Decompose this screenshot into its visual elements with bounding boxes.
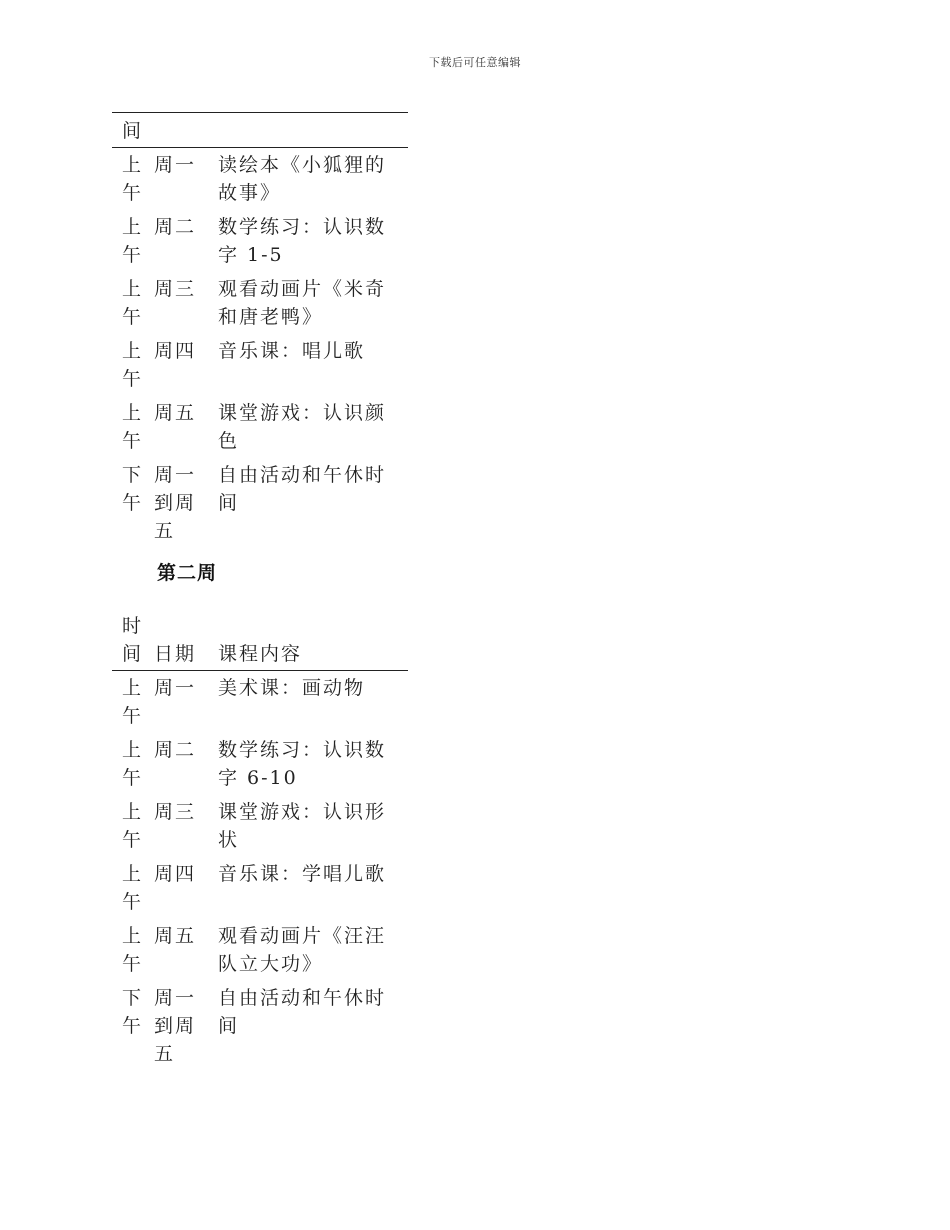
date-cell: 周三 — [154, 278, 197, 300]
time-cell: 下午 — [122, 987, 144, 1037]
content-cell: 观看动画片《米奇和唐老鸭》 — [218, 278, 387, 328]
table-row — [112, 981, 408, 1071]
content-cell: 数学练习：认识数字 1-5 — [218, 216, 387, 266]
date-cell: 周三 — [154, 801, 197, 823]
time-cell: 上午 — [122, 216, 144, 266]
week2-header-date: 日期 — [152, 612, 218, 671]
week2-heading: 第二周 — [157, 562, 218, 584]
time-cell: 上午 — [122, 340, 144, 390]
table-row — [112, 919, 408, 981]
week1-header-row — [112, 113, 408, 148]
table-row — [112, 272, 408, 334]
date-cell: 周一 — [154, 154, 197, 176]
content-cell: 课堂游戏：认识形状 — [218, 801, 387, 851]
time-cell: 上午 — [122, 863, 144, 913]
table-row — [112, 458, 408, 548]
week2-header-content: 课程内容 — [218, 612, 408, 671]
time-cell: 下午 — [122, 464, 144, 514]
week2-table-header — [112, 612, 408, 671]
week2-schedule-table — [112, 612, 408, 1071]
table-row — [112, 795, 408, 857]
time-cell: 上午 — [122, 402, 144, 452]
time-cell: 上午 — [122, 925, 144, 975]
date-cell: 周二 — [154, 216, 197, 238]
table-row — [112, 857, 408, 919]
week1-table-header — [112, 113, 408, 148]
date-cell: 周一到周五 — [154, 987, 197, 1065]
week2-header-time: 时间 — [112, 612, 152, 671]
table-row — [112, 210, 408, 272]
week1-header-time: 间 — [112, 113, 152, 148]
table-row — [112, 396, 408, 458]
time-cell: 上午 — [122, 739, 144, 789]
date-cell: 周一 — [154, 677, 197, 699]
content-cell: 读绘本《小狐狸的故事》 — [218, 154, 387, 204]
date-cell: 周五 — [154, 925, 197, 947]
week2-table-body — [112, 671, 408, 1072]
table-row — [112, 148, 408, 211]
content-cell: 美术课：画动物 — [218, 677, 366, 699]
content-cell: 音乐课：唱儿歌 — [218, 340, 366, 362]
date-cell: 周五 — [154, 402, 197, 424]
table-row — [112, 671, 408, 734]
table-row — [112, 733, 408, 795]
week1-header-content — [218, 113, 408, 148]
time-cell: 上午 — [122, 801, 144, 851]
content-cell: 观看动画片《汪汪队立大功》 — [218, 925, 387, 975]
page-header: 下载后可任意编辑 — [429, 56, 521, 69]
time-cell: 上午 — [122, 677, 144, 727]
content-cell: 课堂游戏：认识颜色 — [218, 402, 387, 452]
week1-header-date — [152, 113, 218, 148]
date-cell: 周四 — [154, 863, 197, 885]
week2-header-row — [112, 612, 408, 671]
table-row — [112, 334, 408, 396]
date-cell: 周四 — [154, 340, 197, 362]
time-cell: 上午 — [122, 278, 144, 328]
content-cell: 音乐课：学唱儿歌 — [218, 863, 387, 885]
week1-schedule-table — [112, 112, 408, 548]
time-cell: 上午 — [122, 154, 144, 204]
content-cell: 数学练习：认识数字 6-10 — [218, 739, 387, 789]
content-cell: 自由活动和午休时间 — [218, 464, 387, 514]
week1-table-body — [112, 148, 408, 549]
date-cell: 周二 — [154, 739, 197, 761]
content-cell: 自由活动和午休时间 — [218, 987, 387, 1037]
date-cell: 周一到周五 — [154, 464, 197, 542]
